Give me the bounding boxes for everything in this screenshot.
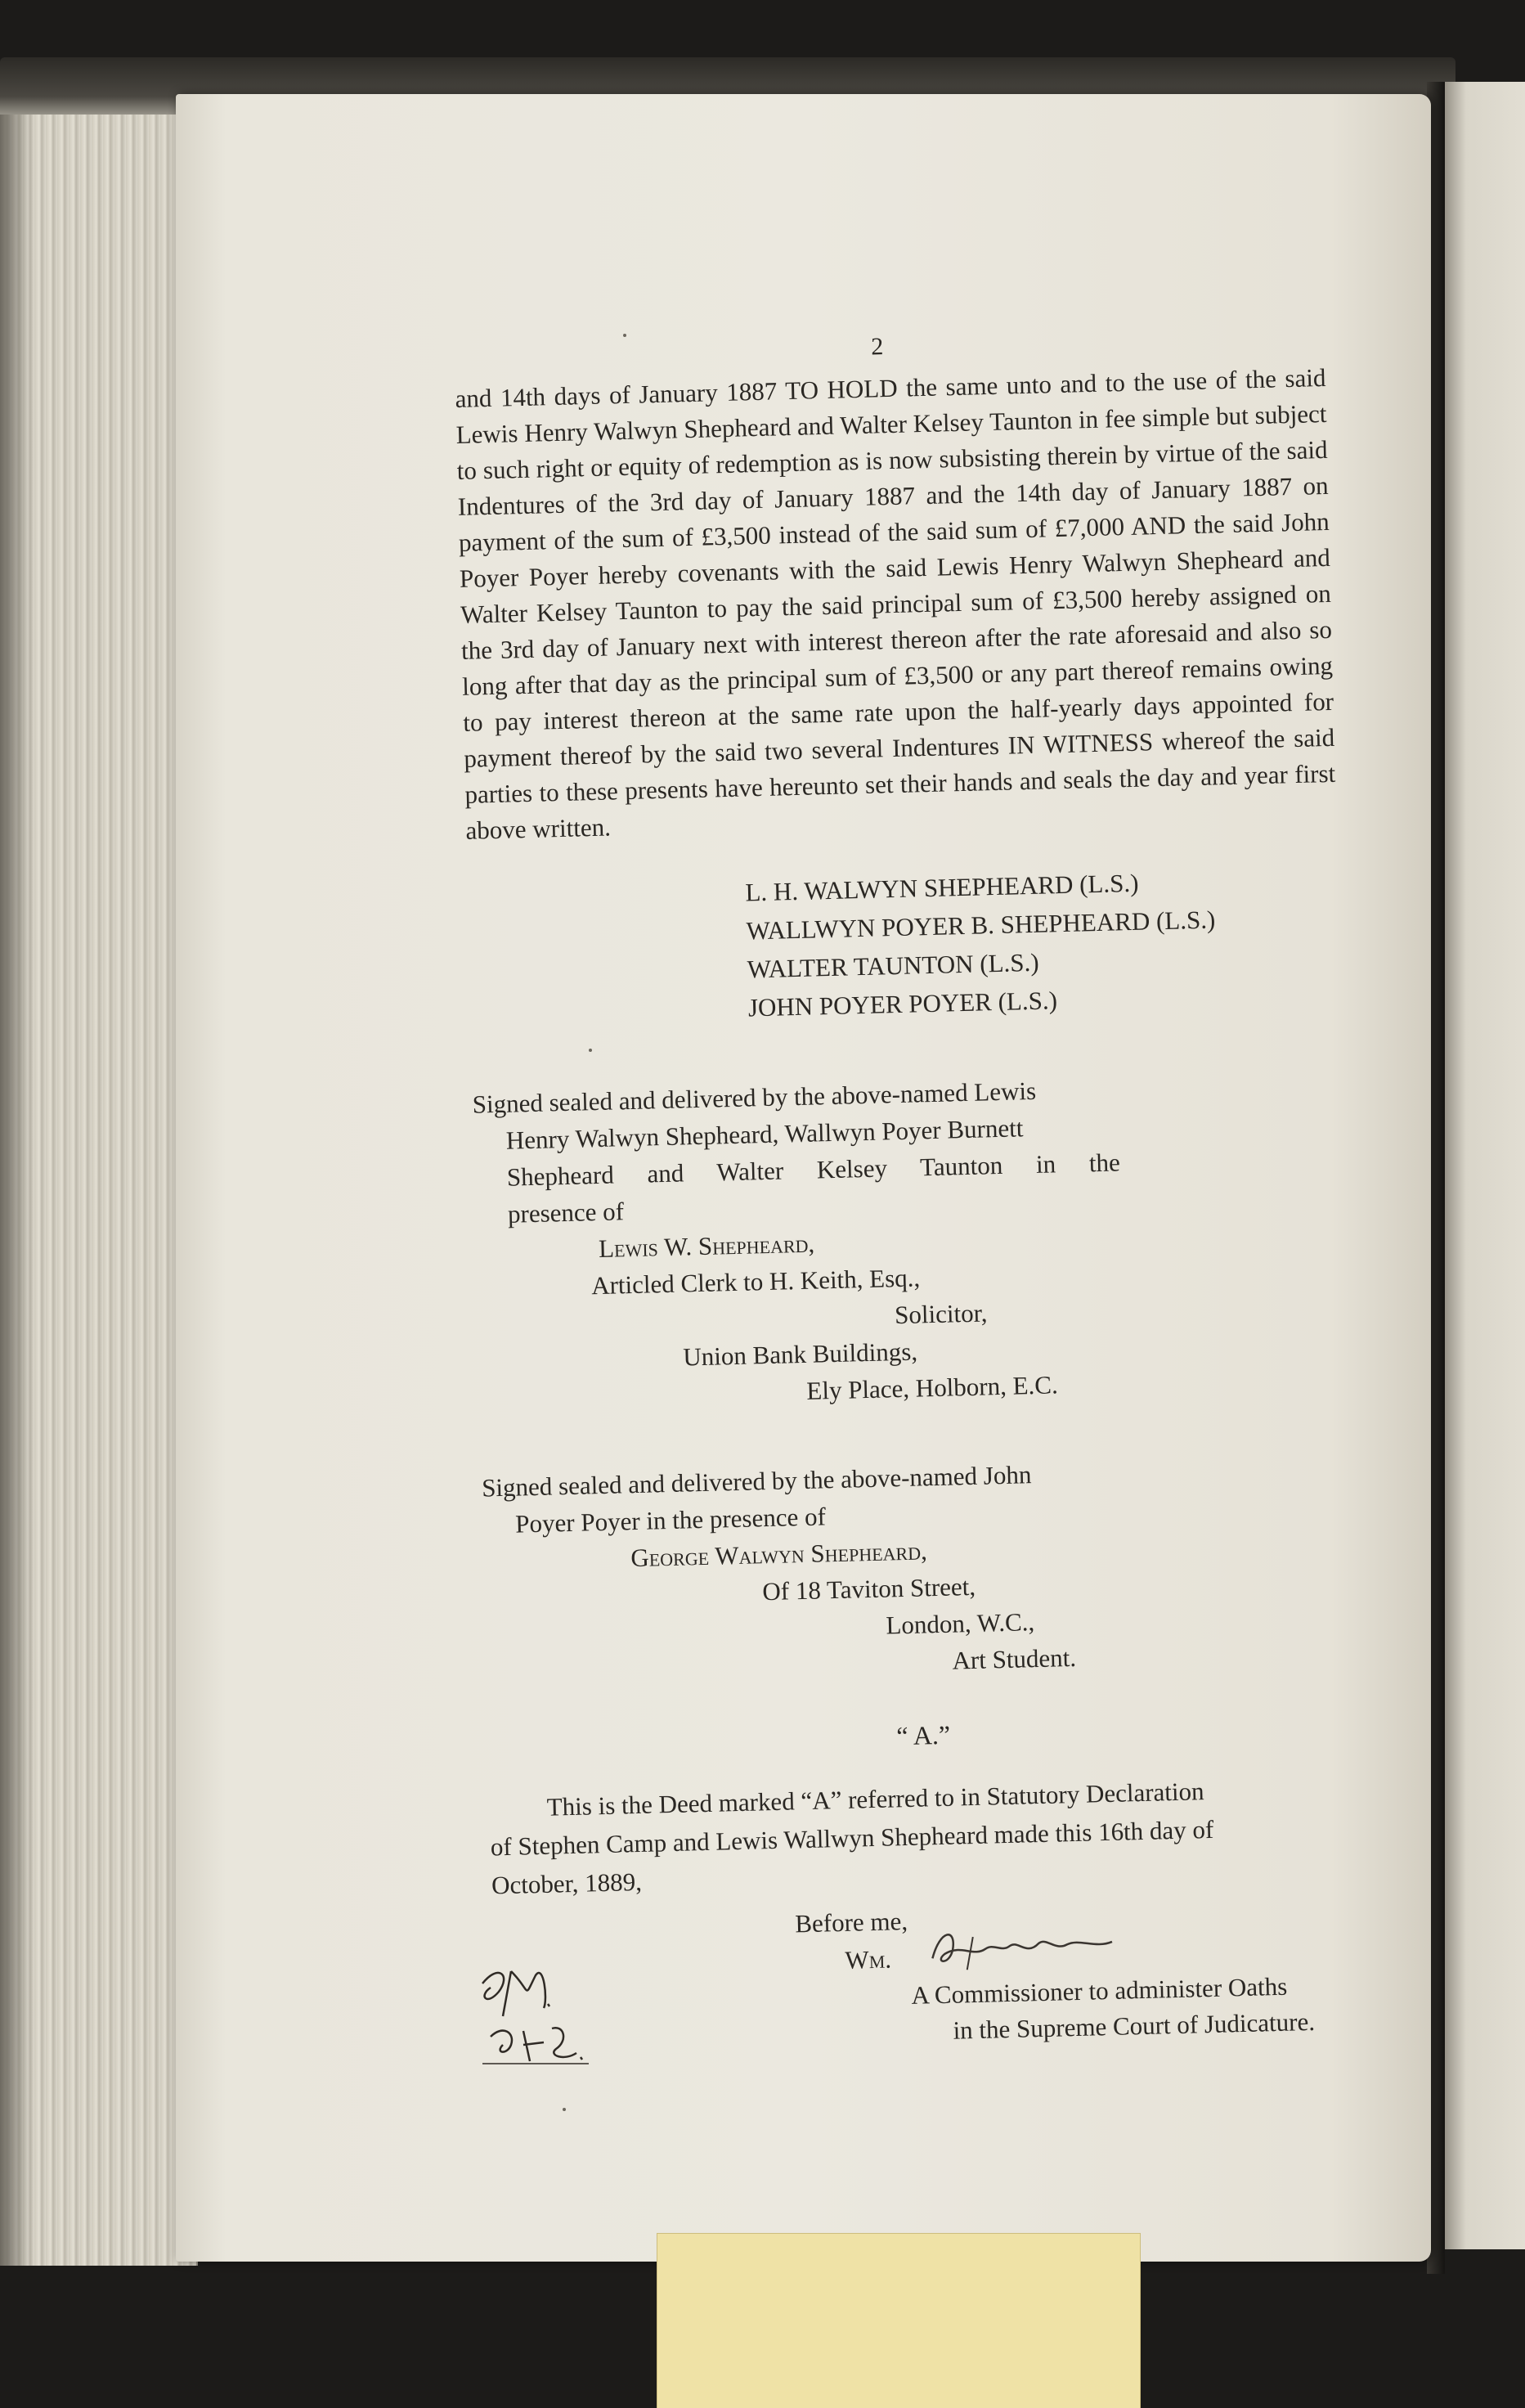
- declaration-line: of Stephen Camp and Lewis Wallwyn Shepheard made this 16th day of: [490, 1814, 1214, 1862]
- signatories-block: [745, 859, 1341, 1027]
- signatory-line: L. H. WALWYN SHEPHEARD (L.S.): [745, 868, 1139, 907]
- witness-clause-2: [482, 1449, 1357, 1691]
- witness-clause-line: Poyer Poyer in the presence of: [514, 1502, 827, 1539]
- witness-clause-line: Henry Walwyn Shepheard, Wallwyn Poyer Burnett: [505, 1113, 1024, 1155]
- declaration-line: This is the Deed marked “A” referred to in Statutory Declaration: [546, 1777, 1204, 1822]
- before-me-label: Before me,: [794, 1907, 908, 1939]
- witness-address: Union Bank Buildings,: [682, 1337, 918, 1372]
- stray-mark: [623, 334, 626, 337]
- deed-text: [454, 322, 1366, 2060]
- edge-shadow: [0, 115, 33, 2266]
- declaration-paragraph: [489, 1768, 1362, 1904]
- commissioner-court: in the Supreme Court of Judicature.: [953, 2006, 1316, 2045]
- sticky-note: [657, 2233, 1141, 2408]
- wm-label: Wm.: [845, 1944, 892, 1974]
- witness-role: Solicitor,: [894, 1298, 988, 1330]
- witness-clause-line: Shepheard and Walter Kelsey Taunton in the: [506, 1148, 1121, 1192]
- exhibit-marker: “ A.”: [895, 1719, 951, 1751]
- witness-name: Lewis W. Shepheard,: [598, 1229, 815, 1263]
- witness-clause-line: presence of: [507, 1197, 625, 1229]
- witness-clause-line: Signed sealed and delivered by the above-named Lewis: [472, 1076, 1037, 1119]
- witness-address: Ely Place, Holborn, E.C.: [805, 1370, 1059, 1405]
- signatory-line: WALTER TAUNTON (L.S.): [747, 947, 1040, 984]
- signatory-line: JOHN POYER POYER (L.S.): [747, 986, 1058, 1022]
- handwritten-initials: [466, 1959, 630, 2082]
- witness-role: Articled Clerk to H. Keith, Esq.,: [590, 1263, 921, 1301]
- witness-occupation: Art Student.: [952, 1642, 1077, 1675]
- signatory-line: WALLWYN POYER B. SHEPHEARD (L.S.): [746, 905, 1216, 946]
- declaration-line: October, 1889,: [491, 1867, 643, 1900]
- facing-page: [1441, 82, 1525, 2249]
- commissioner-signature: [923, 1917, 1121, 1979]
- witness-clause-line: Signed sealed and delivered by the above-named John: [481, 1460, 1032, 1503]
- stray-mark: [563, 2108, 566, 2111]
- page-number: 2: [870, 333, 884, 361]
- witness-name: George Walwyn Shepheard,: [630, 1536, 928, 1573]
- witness-address: London, W.C.,: [886, 1607, 1035, 1640]
- witness-clause-1: [472, 1065, 1351, 1417]
- commissioner-title: A Commissioner to administer Oaths: [911, 1971, 1288, 2010]
- deed-body-paragraph: and 14th days of January 1887 TO HOLD the same unto and to the use of the said Lewis Henry Walwyn Shepheard and Walter Kelsey Taunton in fee simple but subject to such right or equity of redemption as is now subsisting therein by virtue of the said Indentures of the 3rd day of January 1887 and the 14th day of January 1887 on payment of the sum of £3,500 instead of the said sum of £7,000 AND the said John Poyer Poyer hereby covenants with the said Lewis Henry Walwyn Shepheard and Walter Kelsey Taunton to pay the said principal sum of £3,500 hereby assigned on the 3rd day of January next with interest thereon after the rate aforesaid and also so long after that day as the principal sum of £3,500 or any part thereof remains owing to pay interest thereon at the same rate upon the half-yearly days appointed for payment thereof by the said two several Indentures IN WITNESS whereof the said parties to these presents have hereunto set their hands and seals the day and year first above written.: [455, 362, 1336, 845]
- witness-address: Of 18 Taviton Street,: [761, 1571, 976, 1606]
